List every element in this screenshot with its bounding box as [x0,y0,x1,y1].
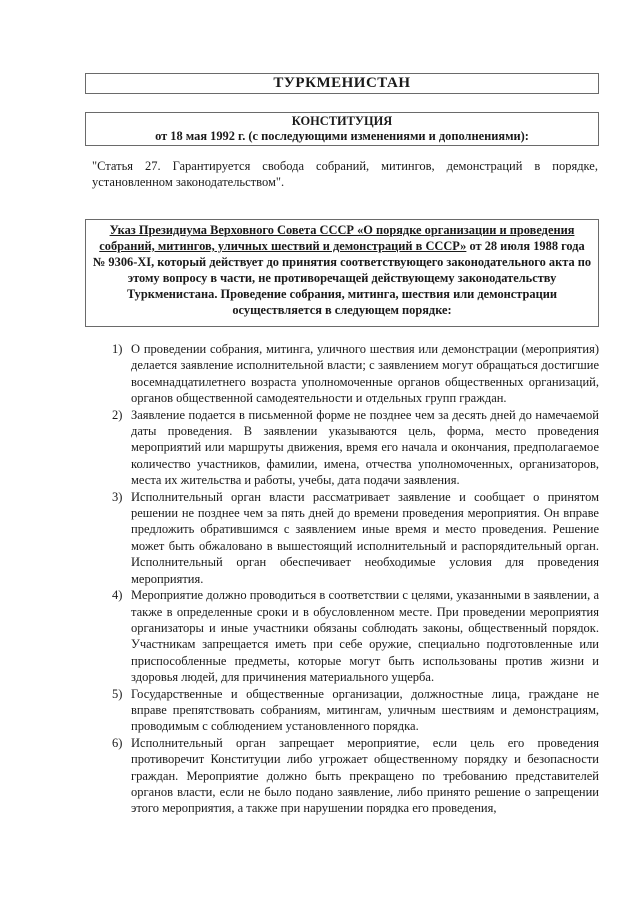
list-item [112,587,599,685]
list-item [112,341,599,407]
decree-box [85,219,599,327]
article-quote: "Статья 27. Гарантируется свобода собраний, митингов, демонстраций в порядке, установленном законодательством". [92,159,598,189]
list-item-number: 6) [112,735,123,750]
list-item-number: 2) [112,407,123,422]
list-item-text: О проведении собрания, митинга, уличного шествия или демонстрации (мероприятия) делается заявление исполнительной власти; с заявлением могут обращаться достигшие восемнадцатилетнего возраста уполномоченные органов общественных организаций, органов общественной самодеятельности и отдельных групп граждан. [131,342,599,406]
list-item-text: Заявление подается в письменной форме не позднее чем за десять дней до намечаемой даты проведения. В заявлении указываются цель, форма, место проведения мероприятий или маршруты движения, время его начала и окончания, предполагаемое количество участников, фамилии, имена, отчества уполномоченных, организаторов, места их жительства и работы, учебы, дата подачи заявления. [131,407,599,488]
list-item-number: 4) [112,588,123,603]
list-item-text: Государственные и общественные организации, должностные лица, граждане не вправе препятствовать собраниям, митингам, уличным шествиям и демонстрациям, проводимым с соблюдением установленного порядка. [131,686,599,734]
list-item-number: 3) [112,489,123,504]
list-item [112,686,599,735]
list-item-text: Исполнительный орган власти рассматривает заявление и сообщает о принятом решении не позднее чем за пять дней до времени проведения мероприятия. Он вправе предложить обратившимся с заявлением иные время и место проведения. Решение может быть обжаловано в вышестоящий исполнительный и распорядительный орган. Исполнительный орган обеспечивает необходимые условия для проведения мероприятия. [131,489,599,586]
constitution-subtitle: от 18 мая 1992 г. (с последующими изменениями и дополнениями): [155,129,529,143]
list-item-number: 1) [112,342,123,356]
decree-title-underlined: Указ Президиума Верховного Совета СССР «О порядке организации и проведения собраний, митингов, уличных шествий и демонстраций в СССР» [99,223,575,253]
decree-title-rest: от 28 июля 1988 года № 9306-XI, который действует до принятия соответствующего законодательного акта по этому вопросу в части, не противоречащей действующему законодательству Туркменистана. Проведение собрания, митинга, шествия или демонстрации осуществляется в следующем порядке: [92,239,592,317]
procedure-list [112,341,599,817]
list-item-text: Мероприятие должно проводиться в соответствии с целями, указанными в заявлении, а также в определенные сроки и в обусловленном месте. При проведении мероприятия организаторы и иные участники обязаны соблюдать законы, общественный порядок. Участникам запрещается иметь при себе оружие, специально подготовленные или приспособленные предметы, которые могут быть использованы против жизни и здоровья людей, для причинения материального ущерба. [131,588,599,685]
constitution-title: КОНСТИТУЦИЯ [291,114,393,128]
list-item [112,489,599,587]
list-item [112,735,599,817]
list-item [112,407,599,489]
constitution-box [85,112,599,146]
list-item-number: 5) [112,686,123,701]
list-item-text: Исполнительный орган запрещает мероприятие, если цель его проведения противоречит Конституции либо угрожает общественному порядку и безопасности граждан. Мероприятие должно быть прекращено по требованию представителей органов власти, если не было подано заявление, либо принято решение о запрещении этого мероприятия, а также при нарушении порядка его проведения, [131,735,599,816]
country-title-box [85,73,599,94]
country-title: ТУРКМЕНИСТАН [273,75,411,91]
